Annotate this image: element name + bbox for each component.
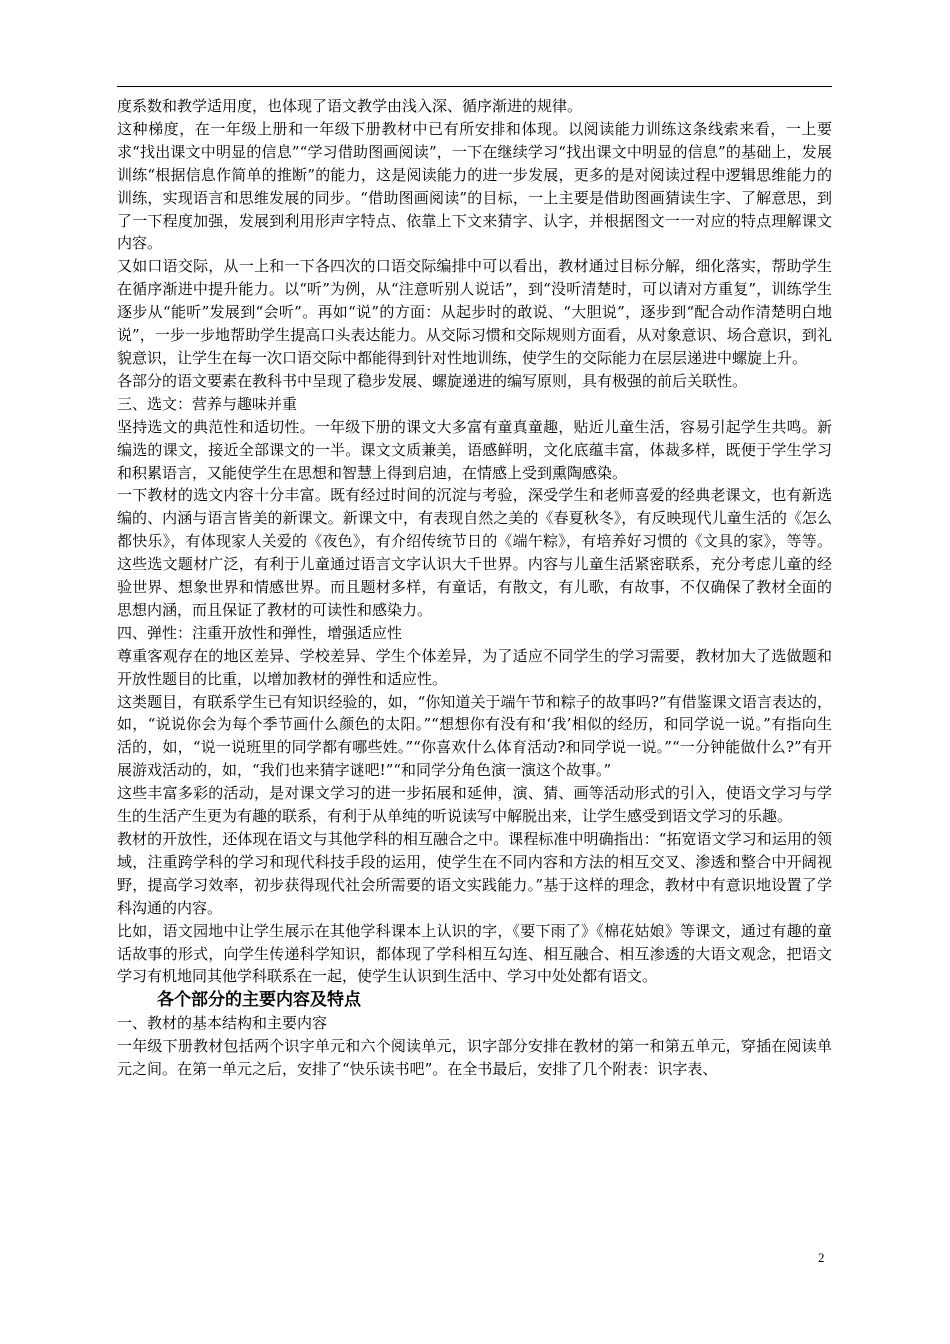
page-number: 2 bbox=[818, 1250, 825, 1265]
section-heading: 四、弹性：注重开放性和弹性，增强适应性 bbox=[117, 623, 403, 642]
chapter-title: 各个部分的主要内容及特点 bbox=[157, 990, 361, 1011]
paragraph: 坚持选文的典范性和适切性。一年级下册的课文大多富有童真童趣，贴近儿童生活，容易引起学生共鸣。新编选的课文，接近全部课文的一半。课文文质兼美，语感鲜明，文化底蕴丰富，体裁多样，既便于学生学习和积累语言，又能使学生在思想和智慧上得到启迪，在情感上受到熏陶感染。 bbox=[117, 417, 832, 482]
paragraph: 这类题目，有联系学生已有知识经验的，如，“你知道关于端午节和粽子的故事吗?”有借鉴课文语言表达的，如，“说说你会为每个季节画什么颜色的太阳。”“想想你有没有和‘我’相似的经历，和同学说一说。”有指向生活的，如，“说一说班里的同学都有哪些姓。”“你喜欢什么体育活动?和同学说一说。”“一分钟能做什么?”有开展游戏活动的，如，“我们也来猜字谜吧!”“和同学分角色演一演这个故事。” bbox=[117, 692, 832, 780]
paragraph: 这些丰富多彩的活动，是对课文学习的进一步拓展和延伸，演、猜、画等活动形式的引入，使语文学习与学生的生活产生更为有趣的联系，有利于从单纯的听说读写中解脱出来，让学生感受到语文学习的乐趣。 bbox=[117, 784, 832, 826]
paragraph: 各部分的语文要素在教科书中呈现了稳步发展、螺旋递进的编写原则，具有极强的前后关联性。 bbox=[117, 371, 748, 390]
section-heading: 三、选文：营养与趣味并重 bbox=[117, 394, 298, 413]
paragraph: 一年级下册教材包括两个识字单元和六个阅读单元，识字部分安排在教材的第一和第五单元，穿插在阅读单元之间。在第一单元之后，安排了“快乐读书吧”。在全书最后，安排了几个附表：识字表、 bbox=[117, 1037, 832, 1079]
paragraph: 一下教材的选文内容十分丰富。既有经过时间的沉淀与考验，深受学生和老师喜爱的经典老课文，也有新选编的、内涵与语言皆美的新课文。新课文中，有表现自然之美的《春夏秋冬》，有反映现代儿童生活的《怎么都快乐》，有体现家人关爱的《夜色》，有介绍传统节日的《端午粽》，有培养好习惯的《文具的家》，等等。这些选文题材广泛，有利于儿童通过语言文字认识大千世界。内容与儿童生活紧密联系，充分考虑儿童的经验世界、想象世界和情感世界。而且题材多样，有童话，有散文，有儿歌，有故事，不仅确保了教材全面的思想内涵，而且保证了教材的可读性和感染力。 bbox=[117, 486, 832, 619]
section-heading: 一、教材的基本结构和主要内容 bbox=[117, 1014, 328, 1033]
paragraph: 度系数和教学适用度，也体现了语文教学由浅入深、循序渐进的规律。 bbox=[117, 97, 583, 115]
paragraph: 比如，语文园地中让学生展示在其他学科课本上认识的字，《要下雨了》《棉花姑娘》等课文，通过有趣的童话故事的形式，向学生传递科学知识，都体现了学科相互勾连、相互融合、相互渗透的大语文观念，把语文学习有机地同其他学科联系在一起，使学生认识到生活中、学习中处处都有语文。 bbox=[117, 921, 832, 986]
body-text bbox=[117, 95, 832, 1081]
paragraph: 尊重客观存在的地区差异、学校差异、学生个体差异，为了适应不同学生的学习需要，教材加大了选做题和开放性题目的比重，以增加教材的弹性和适应性。 bbox=[117, 646, 832, 688]
paragraph: 这种梯度，在一年级上册和一年级下册教材中已有所安排和体现。以阅读能力训练这条线索来看，一上要求“找出课文中明显的信息”“学习借助图画阅读”，一下在继续学习“找出课文中明显的信息”的基础上，发展训练“根据信息作简单的推断”的能力，这是阅读能力的进一步发展，更多的是对阅读过程中逻辑思维能力的训练，实现语言和思维发展的同步。“借助图画阅读”的目标，一上主要是借助图画猜读生字、了解意思，到了一下程度加强，发展到利用形声字特点、依靠上下文来猜字、认字，并根据图文一一对应的特点理解课文内容。 bbox=[117, 119, 832, 253]
paragraph: 又如口语交际，从一上和一下各四次的口语交际编排中可以看出，教材通过目标分解，细化落实，帮助学生在循序渐进中提升能力。以“听”为例，从“注意听别人说话”，到“没听清楚时，可以请对方重复”，训练学生逐步从“能听”发展到“会听”。再如“说”的方面：从起步时的敢说、“大胆说”，逐步到“配合动作清楚明白地说”，一步一步地帮助学生提高口头表达能力。从交际习惯和交际规则方面看，从对象意识、场合意识，到礼貌意识，让学生在每一次口语交际中都能得到针对性地训练，使学生的交际能力在层层递进中螺旋上升。 bbox=[117, 257, 832, 367]
paragraph: 教材的开放性，还体现在语文与其他学科的相互融合之中。课程标准中明确指出：“拓宽语文学习和运用的领域，注重跨学科的学习和现代科技手段的运用，使学生在不同内容和方法的相互交叉、渗透和整合中开阔视野，提高学习效率，初步获得现代社会所需要的语文实践能力。”基于这样的理念，教材中有意识地设置了学科沟通的内容。 bbox=[117, 830, 832, 917]
header-rule bbox=[117, 86, 832, 87]
